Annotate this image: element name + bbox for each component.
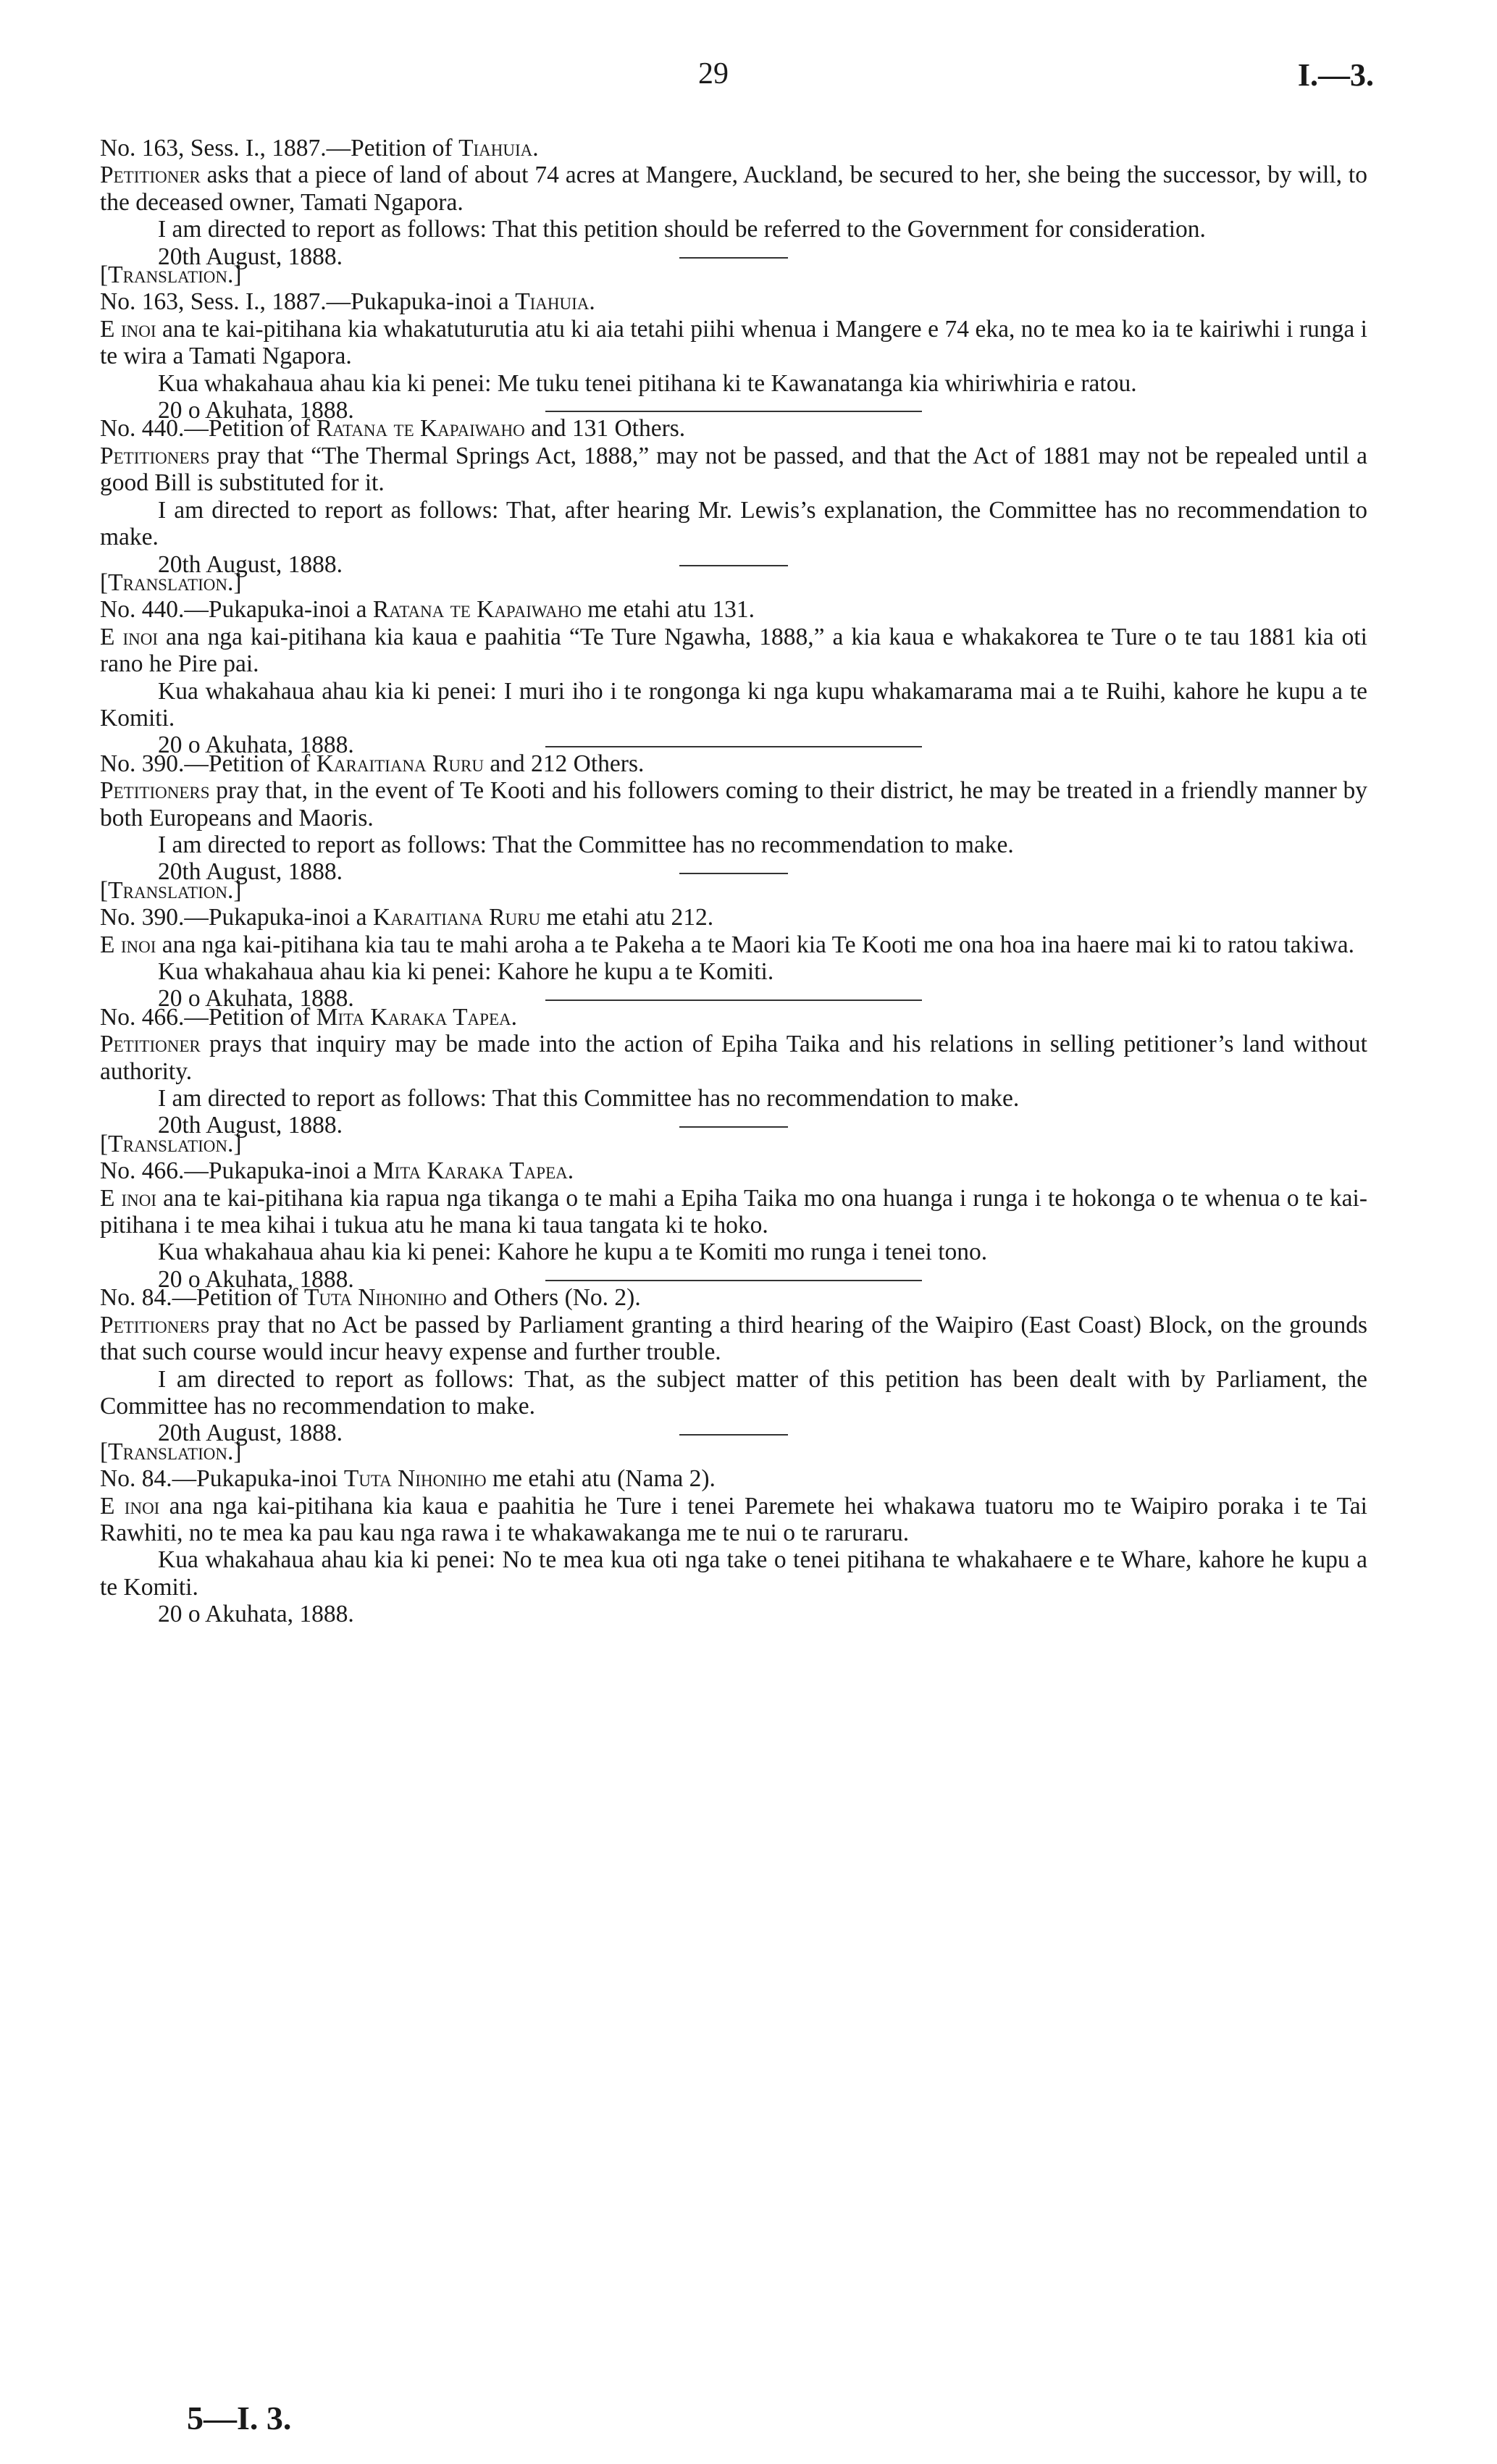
petition-heading: No. 390.—Petition of Karaitiana Ruru and 212 Others.	[100, 750, 645, 777]
translation-report: Kua whakahaua ahau kia ki penei: Kahore he kupu a te Komiti.	[158, 958, 774, 985]
petition-section	[100, 135, 1367, 424]
translation-heading: No. 84.—Pukapuka-inoi Tuta Nihoniho me etahi atu (Nama 2).	[100, 1465, 716, 1493]
divider	[679, 1126, 788, 1128]
report-date: 20th August, 1888.	[158, 858, 343, 886]
translation-text: E inoi ana te kai-pitihana kia whakatuturutia atu ki aia tetahi piihi whenua i Mangere e 74 eka, no te mea ko ia te kairiwhi i runga i te wira a Tamati Ngapora.	[100, 315, 1367, 370]
petition-text: Petitioner prays that inquiry may be made into the action of Epiha Taika and his relations in selling petitioner’s land without authority.	[100, 1031, 1367, 1085]
petition-heading: No. 466.—Petition of Mita Karaka Tapea.	[100, 1003, 517, 1031]
committee-report: I am directed to report as follows: That the Committee has no recommendation to make.	[158, 831, 1014, 858]
translation-text: E inoi ana nga kai-pitihana kia kaua e paahitia “Te Ture Ngawha, 1888,” a kia kaua e whakakorea te Ture o te tau 1881 kia oti rano he Pire pai.	[100, 623, 1367, 678]
divider	[679, 873, 788, 874]
section-divider	[545, 746, 922, 747]
translation-text: E inoi ana nga kai-pitihana kia tau te mahi aroha a te Pakeha a te Maori kia Te Kooti me ona hoa ina haere mai ki to ratou takiwa.	[100, 931, 1355, 958]
petition-section	[100, 415, 1367, 759]
page-number: 29	[698, 57, 729, 91]
committee-report: I am directed to report as follows: That, after hearing Mr. Lewis’s explanation, the Committee has no recommendation to make.	[100, 496, 1367, 551]
petition-heading: No. 84.—Petition of Tuta Nihoniho and Others (No. 2).	[100, 1284, 641, 1312]
translation-label: [Translation.]	[100, 261, 242, 289]
translation-date: 20 o Akuhata, 1888.	[158, 397, 354, 424]
translation-label: [Translation.]	[100, 1130, 242, 1157]
divider	[679, 565, 788, 566]
petition-text: Petitioners pray that no Act be passed by Parliament granting a third hearing of the Waipiro (East Coast) Block, on the grounds that such course would incur heavy expense and further trouble.	[100, 1311, 1367, 1366]
committee-report: I am directed to report as follows: That this petition should be referred to the Government for consideration.	[158, 216, 1206, 243]
sheet-reference: I.—3.	[1297, 57, 1374, 93]
petition-section	[100, 1284, 1367, 1627]
committee-report: I am directed to report as follows: That this Committee has no recommendation to make.	[158, 1085, 1020, 1112]
translation-heading: No. 440.—Pukapuka-inoi a Ratana te Kapaiwaho me etahi atu 131.	[100, 596, 755, 624]
translation-heading: No. 163, Sess. I., 1887.—Pukapuka-inoi a Tiahuia.	[100, 288, 595, 316]
translation-heading: No. 466.—Pukapuka-inoi a Mita Karaka Tapea.	[100, 1157, 574, 1185]
petition-section	[100, 750, 1367, 1013]
petitioner-name: Tuta Nihoniho	[303, 1284, 447, 1312]
petition-text: Petitioner asks that a piece of land of about 74 acres at Mangere, Auckland, be secured to her, she being the successor, by will, to the deceased owner, Tamati Ngapora.	[100, 162, 1367, 216]
report-date: 20th August, 1888.	[158, 243, 343, 270]
translation-date: 20 o Akuhata, 1888.	[158, 985, 354, 1013]
petition-text: Petitioners pray that, in the event of Te Kooti and his followers coming to their district, he may be treated in a friendly manner by both Europeans and Maoris.	[100, 777, 1367, 831]
translation-date: 20 o Akuhata, 1888.	[158, 732, 354, 759]
translation-label: [Translation.]	[100, 876, 242, 904]
document-body	[100, 135, 1367, 1628]
petitioner-name: Karaitiana Ruru	[316, 750, 484, 777]
page-header	[0, 51, 1497, 101]
petition-heading: No. 163, Sess. I., 1887.—Petition of Tiahuia.	[100, 135, 539, 162]
translation-report: Kua whakahaua ahau kia ki penei: I muri iho i te rongonga ki nga kupu whakamarama mai a te Ruihi, kahore he kupu a te Komiti.	[100, 677, 1367, 732]
report-date: 20th August, 1888.	[158, 550, 343, 578]
section-divider	[545, 1280, 922, 1281]
divider	[679, 1434, 788, 1436]
report-date: 20th August, 1888.	[158, 1112, 343, 1139]
section-divider	[545, 411, 922, 412]
petitioner-name: Tiahuia	[458, 135, 533, 162]
petitioner-name: Ratana te Kapaiwaho	[316, 415, 525, 443]
petitioner-name: Mita Karaka Tapea	[316, 1003, 511, 1031]
divider	[679, 257, 788, 259]
translation-report: Kua whakahaua ahau kia ki penei: No te mea kua oti nga take o tenei pitihana te whakahaere e te Whare, kahore he kupu a te Komiti.	[100, 1546, 1367, 1601]
translation-label: [Translation.]	[100, 1438, 242, 1465]
committee-report: I am directed to report as follows: That, as the subject matter of this petition has been dealt with by Parliament, the Committee has no recommendation to make.	[100, 1365, 1367, 1420]
translation-text: E inoi ana nga kai-pitihana kia kaua e paahitia he Ture i tenei Paremete hei whakawa tuatoru mo te Waipiro poraka i te Tai Rawhiti, no te mea ka pau kau nga rawa i te whakawakanga me te nui o te raruraru.	[100, 1492, 1367, 1546]
petition-text: Petitioners pray that “The Thermal Springs Act, 1888,” may not be passed, and that the Act of 1881 may not be repealed until a good Bill is substituted for it.	[100, 442, 1367, 497]
petition-section	[100, 1003, 1367, 1293]
report-date: 20th August, 1888.	[158, 1420, 343, 1447]
page-signature: 5—I. 3.	[187, 2400, 292, 2436]
translation-date: 20 o Akuhata, 1888.	[158, 1601, 354, 1628]
translation-date: 20 o Akuhata, 1888.	[158, 1265, 354, 1293]
section-divider	[545, 1000, 922, 1001]
translation-text: E inoi ana te kai-pitihana kia rapua nga tikanga o te mahi a Epiha Taika mo ona huanga i runga i te hokonga o te whenua o te kai-pitihana i te mea kihai i tukua atu he mana ki taua tangata ki te hoko.	[100, 1184, 1367, 1239]
petition-heading: No. 440.—Petition of Ratana te Kapaiwaho and 131 Others.	[100, 415, 686, 443]
translation-label: [Translation.]	[100, 569, 242, 596]
translation-heading: No. 390.—Pukapuka-inoi a Karaitiana Ruru me etahi atu 212.	[100, 904, 714, 931]
translation-report: Kua whakahaua ahau kia ki penei: Me tuku tenei pitihana ki te Kawanatanga kia whiriwhiria e ratou.	[158, 369, 1137, 397]
translation-report: Kua whakahaua ahau kia ki penei: Kahore he kupu a te Komiti mo runga i tenei tono.	[158, 1239, 988, 1266]
